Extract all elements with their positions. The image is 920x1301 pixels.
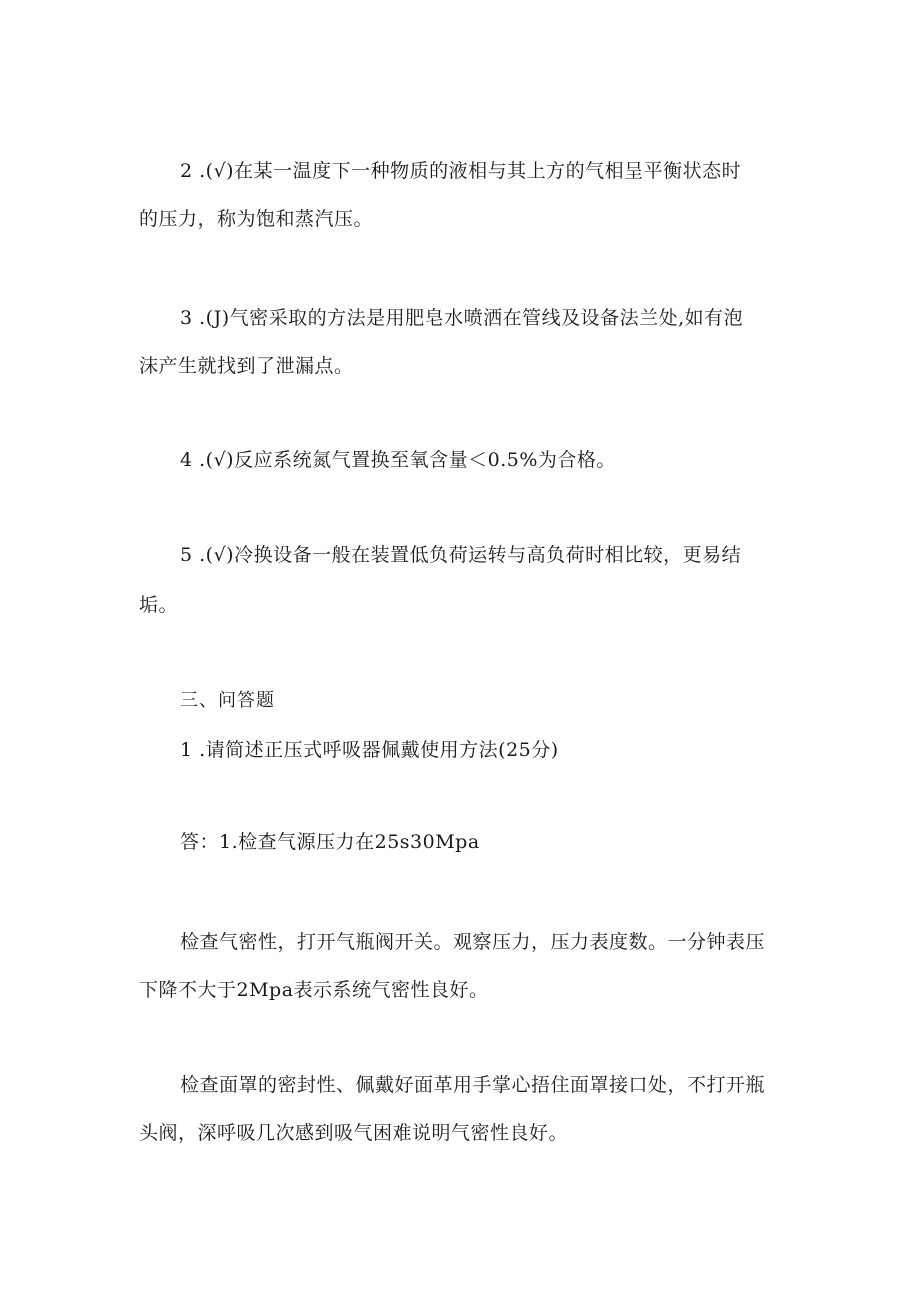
item-3-line-2: 沫产生就找到了泄漏点。 bbox=[139, 355, 354, 377]
item-5-line-1: 5 .(√)冷换设备一般在装置低负荷运转与高负荷时相比较，更易结 bbox=[180, 544, 742, 566]
answer-paragraph-1-line-2: 下降不大于2Mpa表示系统气密性良好。 bbox=[139, 979, 489, 1001]
answer-paragraph-2-line-2: 头阀，深呼吸几次感到吸气困难说明气密性良好。 bbox=[139, 1122, 569, 1144]
section-title: 三、问答题 bbox=[180, 690, 275, 711]
item-2-line-1: 2 .(√)在某一温度下一种物质的液相与其上方的气相呈平衡状态时 bbox=[180, 160, 742, 182]
item-3-line-1: 3 .(J)气密采取的方法是用肥皂水喷洒在管线及设备法兰处,如有泡 bbox=[180, 307, 744, 329]
answer-paragraph-1-line-1: 检查气密性，打开气瓶阀开关。观察压力，压力表度数。一分钟表压 bbox=[180, 931, 766, 953]
item-5-line-2: 垢。 bbox=[139, 594, 179, 616]
item-2-line-2: 的压力，称为饱和蒸汽压。 bbox=[139, 208, 374, 230]
question-1: 1 .请简述正压式呼吸器佩戴使用方法(25分) bbox=[180, 739, 559, 761]
answer-paragraph-2-line-1: 检查面罩的密封性、佩戴好面革用手掌心捂住面罩接口处，不打开瓶 bbox=[180, 1074, 766, 1096]
answer-intro: 答：1.检查气源压力在25s30Mpa bbox=[180, 831, 480, 853]
item-4-line-1: 4 .(√)反应系统氮气置换至氧含量＜0.5%为合格。 bbox=[180, 449, 616, 471]
